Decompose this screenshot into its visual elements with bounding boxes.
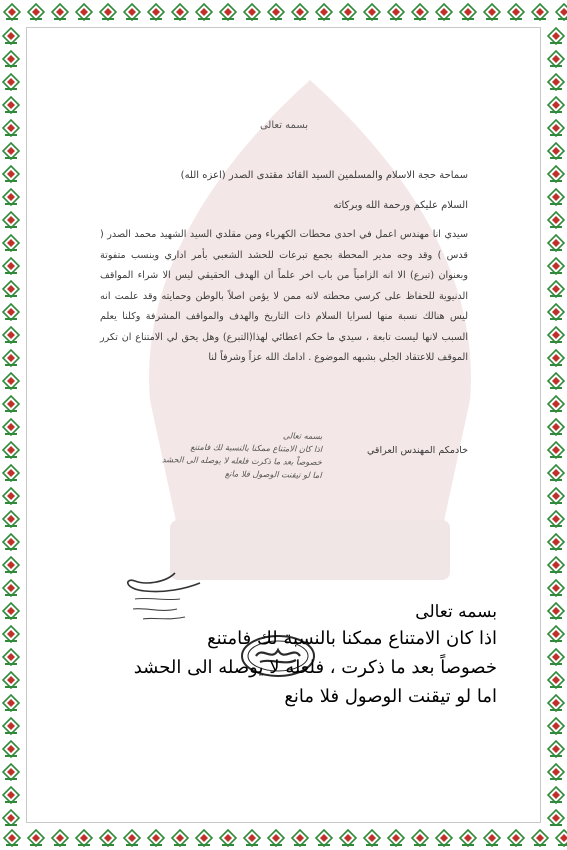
border-ornament [72, 0, 96, 24]
border-ornament [72, 826, 96, 850]
decorative-border-bottom [0, 826, 567, 850]
border-ornament [545, 622, 567, 645]
border-ornament [24, 826, 48, 850]
border-ornament [545, 369, 567, 392]
border-ornament [120, 0, 144, 24]
border-ornament [0, 760, 22, 783]
letter-body: سيدي انا مهندس اعمل في احدى محطات الكهرباء ومن مقلدي السيد الشهيد محمد الصدر ( قدس ) وقد وجه مدير المحطة بجمع تبرعات للحشد الشعبي بأمر اداري وبنسب متفوتة وبعنوان (تبرع) الا انه الزامياً من باب اخر علماً ان الهدف الحقيقي ليس الا شراء المواقف الدنيوية للحفاظ على كرسي محطته لانه ممن لا يؤمن اصلاً بالوطن وحمايته وقد علمت انه ليس هنالك نسبة منها لسرايا السلام ذات التاريخ والهدف والمواقف المشرفة وكلنا يعلم السبب لانها ليست تابعة ، سيدي ما حكم اعطائي لهذا(التبرع) وهل يحق لي الامتناع ان تكرر الموقف للاعتقاد الجلي بشبهه الموضوع . ادامك الله عزاً وشرفاً لنا [100, 229, 468, 363]
border-ornament [384, 826, 408, 850]
border-ornament [312, 0, 336, 24]
border-ornament [545, 760, 567, 783]
border-ornament [528, 826, 552, 850]
border-ornament [0, 826, 24, 850]
border-ornament [545, 231, 567, 254]
border-ornament [545, 185, 567, 208]
handwritten-line: خصوصاً بعد ما ذكرت فلعله لا يوصله الى الحشد [161, 454, 322, 468]
border-ornament [192, 0, 216, 24]
border-ornament [504, 826, 528, 850]
border-ornament [192, 826, 216, 850]
border-ornament [552, 0, 567, 24]
border-ornament [144, 826, 168, 850]
border-ornament [0, 530, 22, 553]
border-ornament [120, 826, 144, 850]
answer-line: اما لو تيقنت الوصول فلا مانع [284, 686, 497, 707]
border-ornament [0, 392, 22, 415]
border-ornament [168, 826, 192, 850]
border-ornament [545, 645, 567, 668]
border-ornament [0, 208, 22, 231]
border-ornament [545, 208, 567, 231]
border-ornament [0, 415, 22, 438]
border-ornament [0, 139, 22, 162]
border-ornament [0, 737, 22, 760]
border-ornament [360, 0, 384, 24]
border-ornament [0, 576, 22, 599]
border-ornament [48, 826, 72, 850]
border-ornament [0, 346, 22, 369]
border-ornament [216, 826, 240, 850]
border-ornament [264, 826, 288, 850]
border-ornament [545, 553, 567, 576]
border-ornament [0, 461, 22, 484]
border-ornament [0, 185, 22, 208]
border-ornament [0, 783, 22, 806]
border-ornament [0, 24, 22, 47]
border-ornament [545, 714, 567, 737]
border-ornament [545, 415, 567, 438]
border-ornament [24, 0, 48, 24]
border-ornament [552, 826, 567, 850]
answer-line: خصوصاً بعد ما ذكرت ، فلعله لا يوصله الى الحشد [133, 657, 497, 678]
border-ornament [96, 0, 120, 24]
letter-basmala: بسمه تعالى [259, 120, 309, 131]
border-ornament [384, 0, 408, 24]
handwritten-line: اذا كان الامتناع ممكنا بالنسبة لك فامتنع [190, 441, 323, 455]
border-ornament [545, 737, 567, 760]
border-ornament [0, 93, 22, 116]
border-ornament [360, 826, 384, 850]
border-ornament [545, 116, 567, 139]
border-ornament [0, 369, 22, 392]
border-ornament [545, 484, 567, 507]
border-ornament [545, 599, 567, 622]
border-ornament [545, 93, 567, 116]
border-ornament [0, 507, 22, 530]
border-ornament [312, 826, 336, 850]
answer-line: اذا كان الامتناع ممكنا بالنسبة لك فامتنع [207, 628, 497, 649]
border-ornament [0, 484, 22, 507]
border-ornament [240, 826, 264, 850]
handwritten-reply [92, 426, 323, 482]
border-ornament [545, 691, 567, 714]
border-ornament [545, 461, 567, 484]
border-ornament [432, 0, 456, 24]
decorative-border-left [0, 24, 22, 826]
border-ornament [480, 826, 504, 850]
border-ornament [408, 826, 432, 850]
border-ornament [545, 507, 567, 530]
border-ornament [336, 826, 360, 850]
border-ornament [456, 826, 480, 850]
border-ornament [408, 0, 432, 24]
border-ornament [545, 392, 567, 415]
handwritten-line: اما لو تيقنت الوصول فلا مانع [224, 468, 322, 481]
border-ornament [264, 0, 288, 24]
border-ornament [545, 668, 567, 691]
border-ornament [0, 691, 22, 714]
handwritten-line: بسمه تعالى [282, 430, 323, 442]
border-ornament [0, 553, 22, 576]
border-ornament [545, 783, 567, 806]
letter-addressee: سماحة حجة الاسلام والمسلمين السيد القائد مقتدى الصدر (اعزه الله) [180, 170, 468, 181]
border-ornament [545, 162, 567, 185]
border-ornament [432, 826, 456, 850]
border-ornament [545, 438, 567, 461]
border-ornament [288, 0, 312, 24]
border-ornament [0, 47, 22, 70]
border-ornament [0, 438, 22, 461]
border-ornament [0, 300, 22, 323]
border-ornament [545, 24, 567, 47]
letter-signoff: خادمكم المهندس العراقي [366, 445, 468, 456]
border-ornament [504, 0, 528, 24]
border-ornament [0, 714, 22, 737]
decorative-border-top [0, 0, 567, 24]
border-ornament [96, 826, 120, 850]
typed-answer [57, 600, 497, 711]
border-ornament [545, 277, 567, 300]
border-ornament [0, 668, 22, 691]
border-ornament [0, 0, 24, 24]
border-ornament [545, 139, 567, 162]
border-ornament [216, 0, 240, 24]
border-ornament [545, 47, 567, 70]
letter-greeting: السلام عليكم ورحمة الله وبركاته [333, 200, 468, 211]
decorative-border-right [545, 24, 567, 826]
border-ornament [0, 806, 22, 826]
border-ornament [0, 254, 22, 277]
border-ornament [545, 254, 567, 277]
border-ornament [0, 277, 22, 300]
border-ornament [0, 231, 22, 254]
border-ornament [0, 70, 22, 93]
border-ornament [545, 323, 567, 346]
border-ornament [545, 530, 567, 553]
border-ornament [288, 826, 312, 850]
border-ornament [545, 70, 567, 93]
answer-basmala: بسمه تعالى [415, 602, 497, 622]
border-ornament [545, 300, 567, 323]
border-ornament [48, 0, 72, 24]
border-ornament [0, 162, 22, 185]
border-ornament [336, 0, 360, 24]
border-ornament [545, 806, 567, 826]
border-ornament [456, 0, 480, 24]
border-ornament [168, 0, 192, 24]
border-ornament [480, 0, 504, 24]
border-ornament [528, 0, 552, 24]
border-ornament [0, 323, 22, 346]
border-ornament [545, 576, 567, 599]
border-ornament [240, 0, 264, 24]
border-ornament [144, 0, 168, 24]
border-ornament [0, 622, 22, 645]
border-ornament [0, 116, 22, 139]
border-ornament [0, 599, 22, 622]
border-ornament [0, 645, 22, 668]
border-ornament [545, 346, 567, 369]
